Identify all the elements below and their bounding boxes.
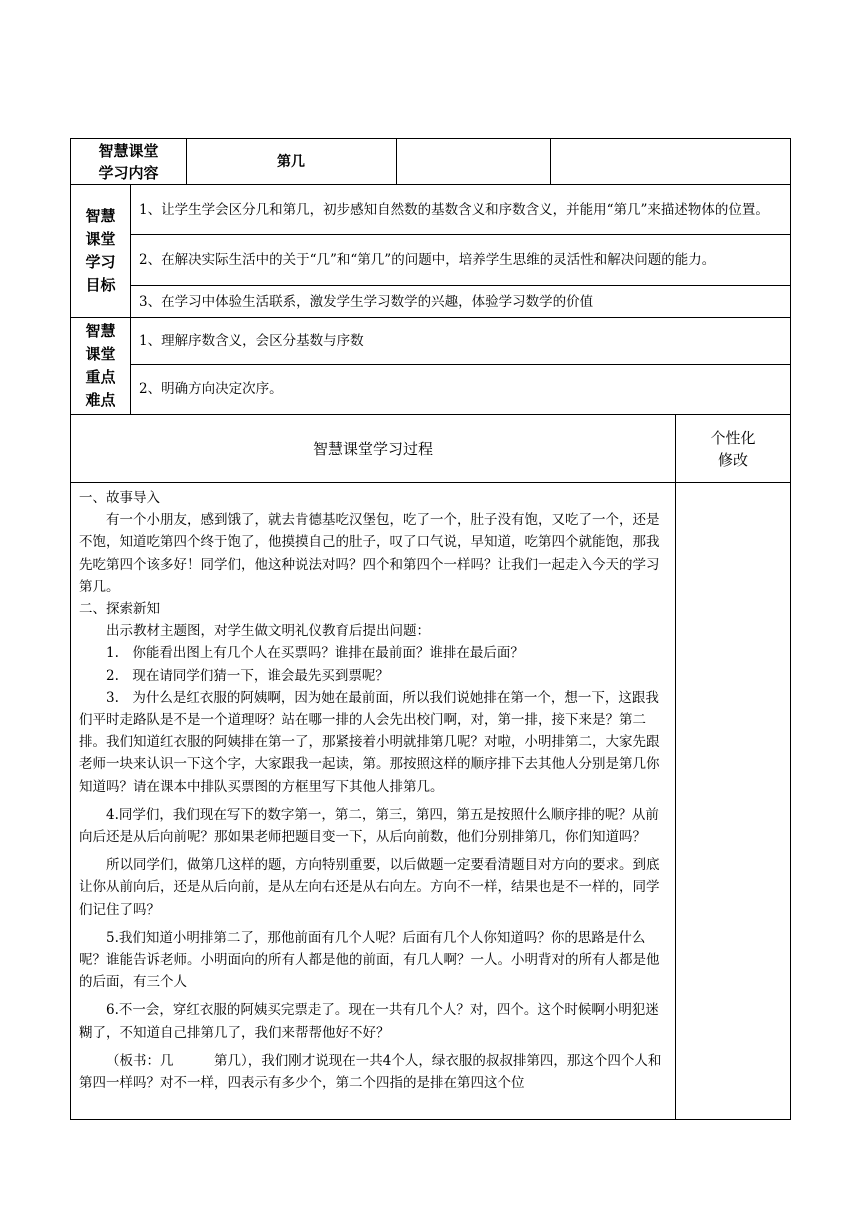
- goals-label-4: 目标: [85, 276, 116, 294]
- personal-edit-line2: 修改: [718, 450, 749, 469]
- process-header-row: [71, 415, 791, 483]
- goals-label: [71, 185, 131, 318]
- goals-label-2: 课堂: [85, 230, 116, 248]
- empty-cell-1: [397, 139, 551, 185]
- keypoints-label-4: 难点: [85, 391, 116, 409]
- process-title: 智慧课堂学习过程: [71, 415, 676, 483]
- lesson-plan-table: [70, 138, 791, 1120]
- keypoints-label-3: 重点: [85, 368, 116, 386]
- process-body: [71, 483, 676, 1120]
- lesson-plan-document: [70, 138, 790, 1120]
- goal-item-1: 1、让学生学会区分几和第几，初步感知自然数的基数含义和序数含义，并能用“第几”来描述物体的位置。: [131, 185, 791, 235]
- empty-cell-2: [551, 139, 791, 185]
- goal-row-1: [71, 185, 791, 235]
- personal-edit-cell: [676, 483, 791, 1120]
- keypoint-row-1: [71, 318, 791, 365]
- paragraph-story: 有一个小朋友，感到饿了，就去肯德基吃汉堡包，吃了一个，肚子没有饱，又吃了一个，还是不饱，知道吃第四个终于饱了，他摸摸自己的肚子，叹了口气说，早知道，吃第四个就能饱，那我先吃第四个该多好！同学们，他这种说法对吗？四个和第四个一样吗？让我们一起走入今天的学习第几。: [79, 512, 660, 595]
- personal-edit-header: [676, 415, 791, 483]
- question-3: 3. 为什么是红衣服的阿姨啊，因为她在最前面，所以我们说她排在第一个，想一下，这跟我们平时走路队是不是一个道理呀？站在哪一排的人会先出校门啊，对，第一排，接下来是？第二排。我们知道红衣服的阿姨排在第一了，那紧接着小明就排第几呢？对啦，小明排第二，大家先跟老师一块来认识一下这个字，大家跟我一起读，第。那按照这样的顺序排下去其他人分别是第几你知道吗？请在课本中排队买票图的方框里写下其他人排第几。: [79, 689, 660, 795]
- goal-row-3: [71, 286, 791, 318]
- keypoints-label-2: 课堂: [85, 345, 116, 363]
- content-label: [71, 139, 187, 185]
- content-label-line2: 学习内容: [98, 163, 159, 182]
- section-heading-2: 二、探索新知: [79, 601, 160, 618]
- question-4: 4.同学们，我们现在写下的数字第一，第二，第三，第四，第五是按照什么顺序排的呢？从前向后还是从后向前呢？那如果老师把题目变一下，从后向前数，他们分别排第几，你们知道吗？: [79, 806, 659, 846]
- keypoint-item-2: 2、明确方向决定次序。: [131, 364, 791, 414]
- paragraph-direction: 所以同学们，做第几这样的题，方向特别重要，以后做题一定要看清题目对方向的要求。到底让你从前向后，还是从后向前，是从左向右还是从右向左。方向不一样，结果也是不一样的，同学们记住了吗？: [79, 857, 660, 918]
- goal-item-2: 2、在解决实际生活中的关于“几”和“第几”的问题中，培养学生思维的灵活性和解决问题的能力。: [131, 235, 791, 286]
- section-heading-1: 一、故事导入: [79, 490, 160, 506]
- keypoints-label-1: 智慧: [85, 322, 116, 340]
- goal-item-3: 3、在学习中体验生活联系，激发学生学习数学的兴趣，体验学习数学的价值: [131, 286, 791, 318]
- goals-label-3: 学习: [85, 253, 116, 271]
- keypoint-row-2: [71, 364, 791, 414]
- paragraph-board: （板书：几 第几），我们刚才说现在一共4个人，绿衣服的叔叔排第四，那这个四个人和第四一样吗？对不一样，四表示有多少个，第二个四指的是排在第四这个位: [79, 1052, 662, 1092]
- content-value: 第几: [187, 139, 397, 185]
- question-2: 2. 现在请同学们猜一下，谁会最先买到票呢？: [106, 667, 389, 684]
- goal-row-2: [71, 235, 791, 286]
- question-5: 5.我们知道小明排第二了，那他前面有几个人呢？后面有几个人你知道吗？你的思路是什么呢？谁能告诉老师。小明面向的所有人都是他的前面，有几人啊？一人。小明背对的所有人都是他的后面，有三个人: [79, 929, 660, 991]
- content-label-line1: 智慧课堂: [98, 141, 159, 160]
- question-6: 6.不一会，穿红衣服的阿姨买完票走了。现在一共有几个人？对，四个。这个时候啊小明犯迷糊了，不知道自己排第几了，我们来帮帮他好不好？: [79, 1002, 659, 1041]
- content-row: [71, 139, 791, 185]
- keypoint-item-1: 1、理解序数含义，会区分基数与序数: [131, 318, 791, 365]
- process-body-row: [71, 483, 791, 1120]
- goals-label-1: 智慧: [85, 207, 116, 225]
- keypoints-label: [71, 318, 131, 415]
- paragraph-intro: 出示教材主题图，对学生做文明礼仪教育后提出问题：: [106, 623, 430, 640]
- personal-edit-line1: 个性化: [710, 428, 756, 447]
- question-1: 1. 你能看出图上有几个人在买票吗？谁排在最前面？谁排在最后面？: [106, 645, 524, 662]
